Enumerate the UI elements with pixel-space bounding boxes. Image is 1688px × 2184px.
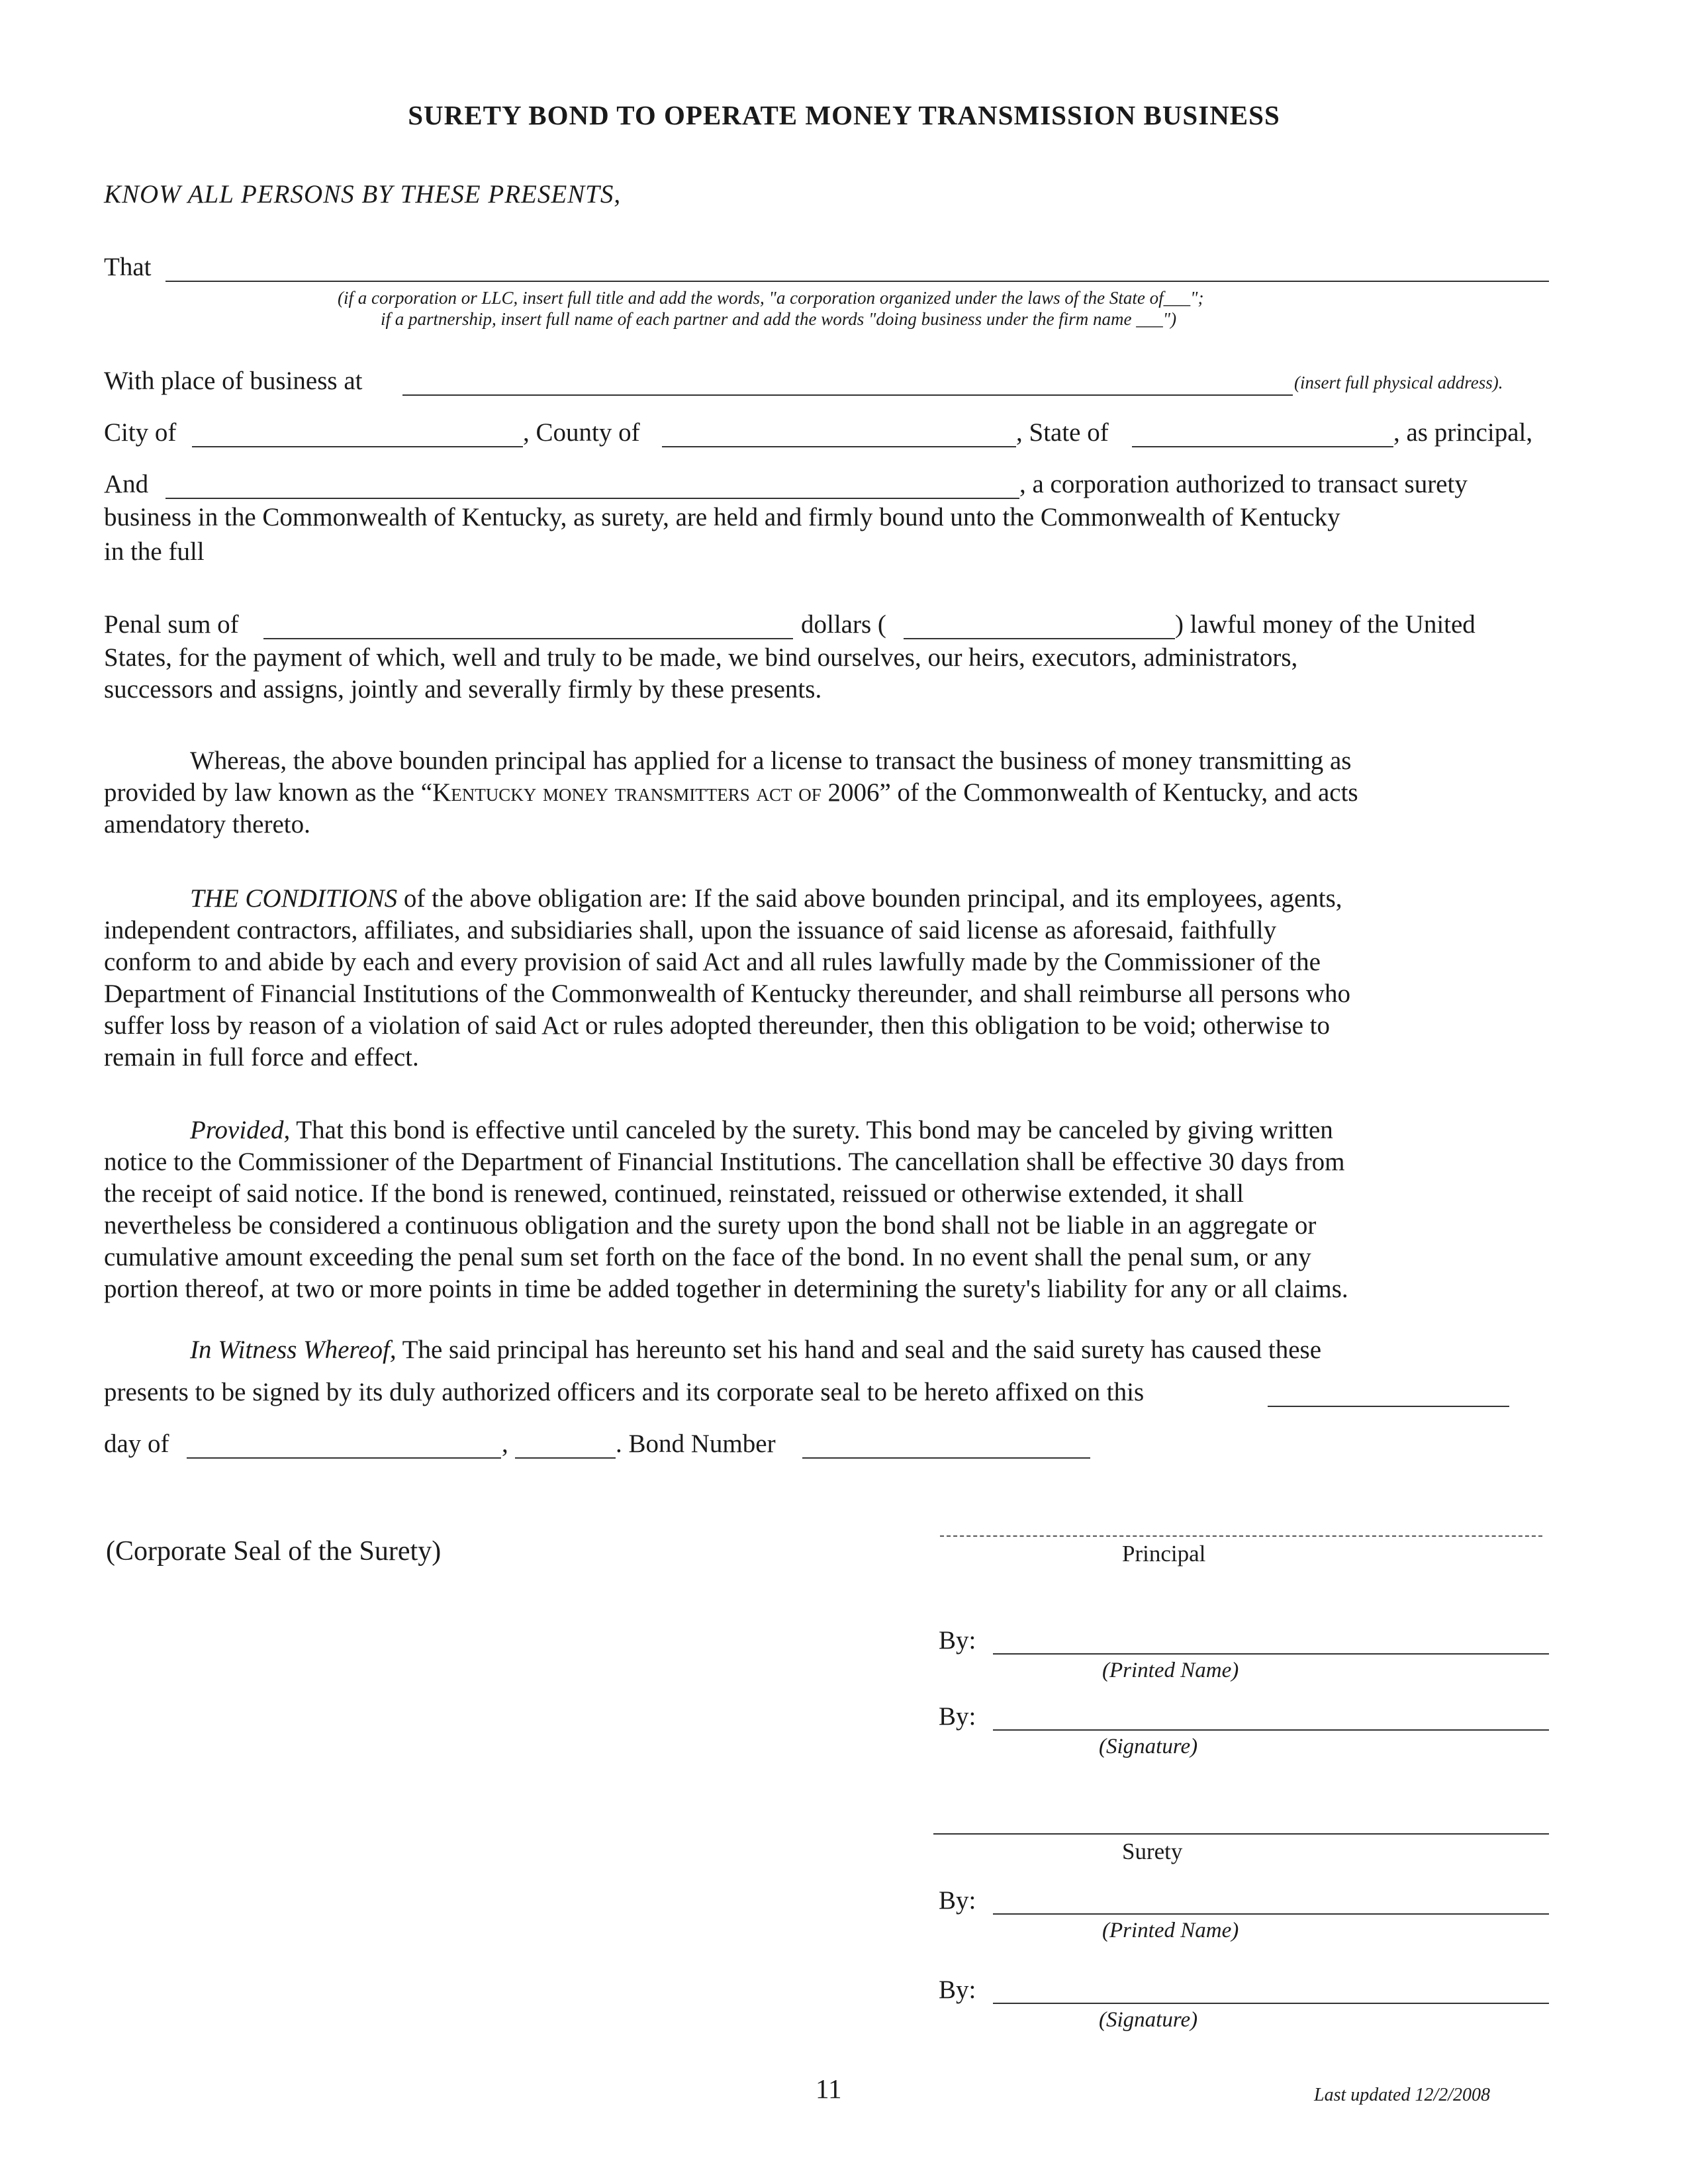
provided-line6: portion thereof, at two or more points in time be added together in determining the surety's liability for any or all claims.: [104, 1275, 1348, 1303]
conditions-text-1: of the above obligation are: If the said above bounden principal, and its employees, agents,: [397, 884, 1342, 913]
principal-by-label-1: By:: [939, 1626, 976, 1655]
whereas-line1: Whereas, the above bounden principal has applied for a license to transact the business of money transmitting as: [190, 747, 1352, 775]
penal-line3: successors and assigns, jointly and severally firmly by these presents.: [104, 675, 822, 704]
that-field[interactable]: [165, 281, 1549, 282]
city-label: City of: [104, 418, 177, 447]
surety-printed-name-caption: (Printed Name): [1102, 1919, 1239, 1942]
county-field[interactable]: [662, 446, 1016, 447]
witness-lead: In Witness Whereof,: [190, 1336, 397, 1364]
surety-by-label-2: By:: [939, 1976, 976, 2004]
whereas-text-b: 2006” of the Commonwealth of Kentucky, and acts: [821, 778, 1358, 807]
provided-text-1: That this bond is effective until canceled by the surety. This bond may be canceled by giving written: [290, 1116, 1333, 1144]
intro-text: KNOW ALL PERSONS BY THESE PRESENTS,: [104, 180, 622, 208]
surety-caption: Surety: [1122, 1839, 1183, 1864]
principal-printed-name-field[interactable]: [993, 1653, 1549, 1655]
principal-by-label-2: By:: [939, 1702, 976, 1731]
and-label: And: [104, 470, 149, 498]
bond-number-field[interactable]: [802, 1457, 1090, 1459]
bond-label: . Bond Number: [616, 1430, 776, 1458]
conditions-line4: Department of Financial Institutions of the Commonwealth of Kentucky thereunder, and shall reimburse all persons who: [104, 979, 1350, 1008]
conditions-line2: independent contractors, affiliates, and subsidiaries shall, upon the issuance of said license as aforesaid, faithfully: [104, 916, 1277, 944]
that-label: That: [104, 253, 152, 281]
principal-signature-field[interactable]: [993, 1729, 1549, 1731]
county-label: , County of: [523, 418, 640, 447]
that-note-line1: (if a corporation or LLC, insert full title and add the words, "a corporation organized under the laws of the State of___";: [338, 288, 1204, 308]
whereas-act-name: Kentucky money transmitters act of: [432, 778, 821, 807]
principal-printed-name-caption: (Printed Name): [1102, 1659, 1239, 1682]
conditions-line3: conform to and abide by each and every provision of said Act and all rules lawfully made by the Commissioner of the: [104, 948, 1321, 976]
surety-name-line[interactable]: [933, 1833, 1549, 1835]
provided-lead: Provided,: [190, 1116, 291, 1144]
surety-signature-caption: (Signature): [1099, 2008, 1198, 2032]
place-field[interactable]: [402, 394, 1293, 396]
place-note: (insert full physical address).: [1294, 373, 1503, 392]
provided-line3: the receipt of said notice. If the bond is renewed, continued, reinstated, reissued or otherwise extended, it shall: [104, 1179, 1244, 1208]
principal-signature-caption: (Signature): [1099, 1735, 1198, 1758]
witness-line1: [190, 1334, 1321, 1366]
whereas-line2: [104, 777, 1358, 809]
penal-line2: States, for the payment of which, well and truly to be made, we bind ourselves, our heirs, executors, administrators,: [104, 643, 1298, 672]
day-label: day of: [104, 1430, 169, 1458]
state-label: , State of: [1016, 418, 1109, 447]
month-field[interactable]: [187, 1457, 501, 1459]
penal-words-field[interactable]: [263, 638, 793, 639]
surety-line3: in the full: [104, 537, 205, 566]
surety-by-label-1: By:: [939, 1886, 976, 1915]
comma: ,: [502, 1430, 508, 1458]
provided-line4: nevertheless be considered a continuous obligation and the surety upon the bond shall not be liable in an aggregate or: [104, 1211, 1317, 1240]
provided-line5: cumulative amount exceeding the penal sum set forth on the face of the bond. In no event shall the penal sum, or any: [104, 1243, 1311, 1271]
whereas-text-a: provided by law known as the “: [104, 778, 433, 807]
witness-text-1: The said principal has hereunto set his hand and seal and the said surety has caused these: [396, 1336, 1322, 1364]
conditions-line6: remain in full force and effect.: [104, 1043, 419, 1071]
that-note-line2: if a partnership, insert full name of each partner and add the words "doing business under the firm name ___"): [381, 309, 1177, 329]
lawful-label: ) lawful money of the United: [1175, 610, 1476, 639]
corporate-seal-label: (Corporate Seal of the Surety): [106, 1536, 442, 1567]
principal-label: , as principal,: [1393, 418, 1533, 447]
provided-line2: notice to the Commissioner of the Department of Financial Institutions. The cancellation shall be effective 30 days from: [104, 1148, 1345, 1176]
place-label: With place of business at: [104, 367, 363, 395]
principal-caption: Principal: [1122, 1541, 1206, 1567]
witness-line2: presents to be signed by its duly authorized officers and its corporate seal to be hereto affixed on this: [104, 1378, 1145, 1406]
surety-name-field[interactable]: [165, 498, 1019, 499]
conditions-line5: suffer loss by reason of a violation of said Act or rules adopted thereunder, then this obligation to be void; otherwise to: [104, 1011, 1330, 1040]
city-field[interactable]: [192, 446, 523, 447]
day-number-field[interactable]: [1268, 1406, 1509, 1407]
conditions-lead: THE CONDITIONS: [190, 884, 398, 913]
state-field[interactable]: [1132, 446, 1393, 447]
dollars-label: dollars (: [801, 610, 886, 639]
last-updated: Last updated 12/2/2008: [1314, 2085, 1491, 2105]
provided-line1: [190, 1115, 1333, 1146]
penal-label: Penal sum of: [104, 610, 239, 639]
surety-signature-field[interactable]: [993, 2003, 1549, 2004]
page-number: 11: [816, 2073, 842, 2104]
conditions-line1: [190, 883, 1342, 915]
surety-printed-name-field[interactable]: [993, 1913, 1549, 1915]
penal-amount-field[interactable]: [904, 638, 1175, 639]
whereas-line3: amendatory thereto.: [104, 810, 310, 839]
surety-line2: business in the Commonwealth of Kentucky, as surety, are held and firmly bound unto the Commonwealth of Kentucky: [104, 503, 1340, 531]
page-title: SURETY BOND TO OPERATE MONEY TRANSMISSION BUSINESS: [408, 100, 1280, 130]
year-field[interactable]: [515, 1457, 616, 1459]
principal-name-line[interactable]: [940, 1535, 1542, 1537]
surety-corp-text: , a corporation authorized to transact surety: [1019, 470, 1468, 498]
